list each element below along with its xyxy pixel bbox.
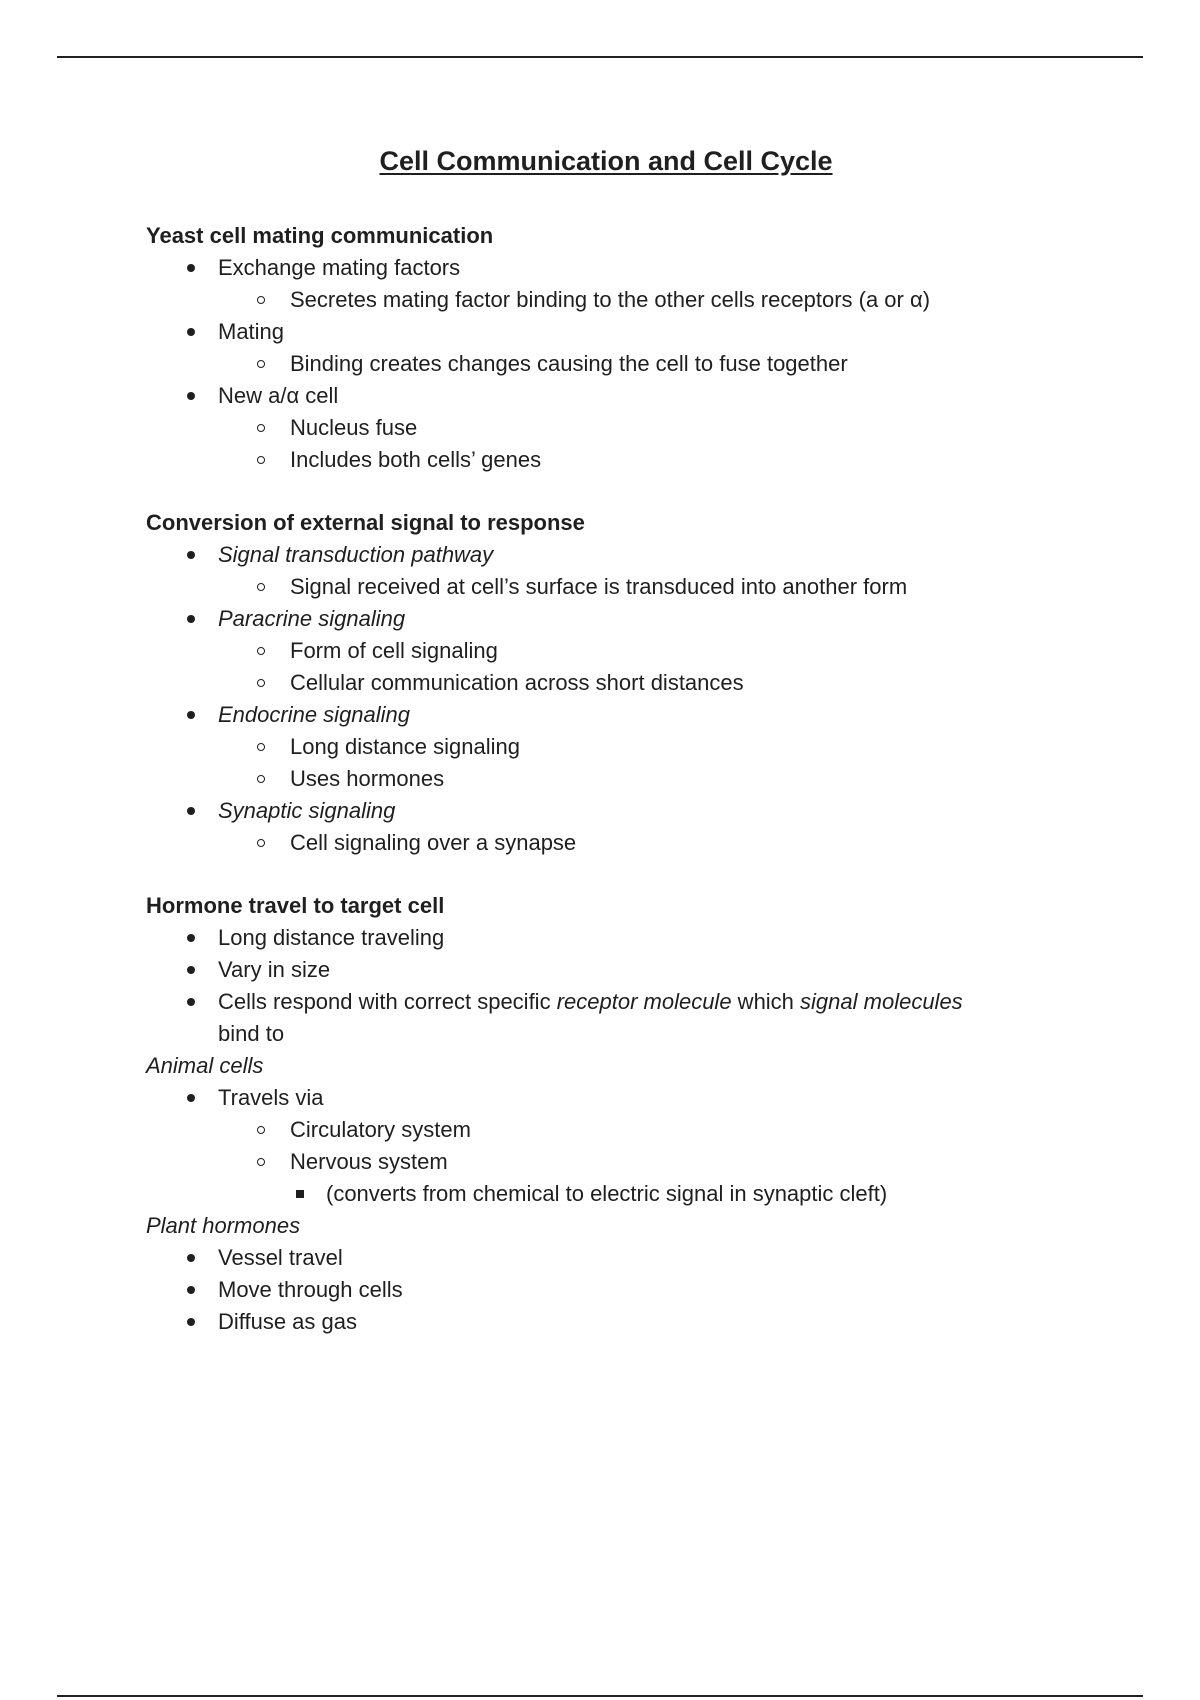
- list-item: Signal transduction pathway Signal received at cell’s surface is transduced into another form: [146, 539, 1066, 603]
- list-item: Move through cells: [146, 1274, 1066, 1306]
- section-hormone: [146, 890, 1066, 1338]
- sub-list-item: Uses hormones: [218, 763, 1066, 795]
- list-item: Travels via Circulatory system Nervous system (converts from chemical to electric signal in synaptic cleft): [146, 1082, 1066, 1210]
- sub-list-item: Nervous system (converts from chemical to electric signal in synaptic cleft): [218, 1146, 1066, 1210]
- sub-list-item: Form of cell signaling: [218, 635, 1066, 667]
- top-rule: [57, 56, 1143, 58]
- sub-list-item: Binding creates changes causing the cell to fuse together: [218, 348, 1066, 380]
- list-item: Vary in size: [146, 954, 1066, 986]
- sub-sub-list-item: (converts from chemical to electric signal in synaptic cleft): [290, 1178, 1066, 1210]
- bullet-list: [146, 1242, 1066, 1338]
- sub-list-item: Long distance signaling: [218, 731, 1066, 763]
- sub-list-item: Circulatory system: [218, 1114, 1066, 1146]
- sub-list-item: Includes both cells’ genes: [218, 444, 1066, 476]
- section-heading: Conversion of external signal to response: [146, 510, 585, 535]
- sub-list-item: Cellular communication across short distances: [218, 667, 1066, 699]
- list-item: Exchange mating factors Secretes mating factor binding to the other cells receptors (a or α): [146, 252, 1066, 316]
- sub-list-item: Signal received at cell’s surface is transduced into another form: [218, 571, 1066, 603]
- section-heading: Yeast cell mating communication: [146, 223, 494, 248]
- subheading-animal-cells: Animal cells: [146, 1053, 264, 1078]
- bottom-rule: [57, 1695, 1143, 1697]
- sub-sub-list: [290, 1178, 1066, 1210]
- list-item: Vessel travel: [146, 1242, 1066, 1274]
- list-item: Diffuse as gas: [146, 1306, 1066, 1338]
- sub-list-item: Cell signaling over a synapse: [218, 827, 1066, 859]
- sub-list: [218, 1114, 1066, 1210]
- list-item: Cells respond with correct specific receptor molecule which signal molecules bind to: [146, 986, 1066, 1050]
- sub-list: [218, 731, 1066, 795]
- sub-list-item: Secretes mating factor binding to the other cells receptors (a or α): [218, 284, 1066, 316]
- sub-list: [218, 412, 1066, 476]
- bullet-list: [146, 1082, 1066, 1210]
- list-item: Synaptic signaling Cell signaling over a synapse: [146, 795, 1066, 859]
- sub-list: [218, 635, 1066, 699]
- list-item: Long distance traveling: [146, 922, 1066, 954]
- bullet-list: [146, 252, 1066, 476]
- sub-list-item: Nucleus fuse: [218, 412, 1066, 444]
- section-heading: Hormone travel to target cell: [146, 893, 445, 918]
- subheading-plant-hormones: Plant hormones: [146, 1213, 301, 1238]
- list-item: Mating Binding creates changes causing the cell to fuse together: [146, 316, 1066, 380]
- bullet-list: [146, 922, 1066, 1050]
- list-item: Endocrine signaling Long distance signaling Uses hormones: [146, 699, 1066, 795]
- list-item: Paracrine signaling Form of cell signaling Cellular communication across short distances: [146, 603, 1066, 699]
- bullet-list: [146, 539, 1066, 859]
- section-yeast: [146, 220, 1066, 476]
- sub-list: [218, 284, 1066, 316]
- list-item: New a/α cell Nucleus fuse Includes both cells’ genes: [146, 380, 1066, 476]
- sub-list: [218, 571, 1066, 603]
- sub-list: [218, 348, 1066, 380]
- section-conversion: [146, 507, 1066, 859]
- sub-list: [218, 827, 1066, 859]
- page-title: Cell Communication and Cell Cycle: [379, 146, 833, 176]
- document-body: [146, 144, 1066, 1338]
